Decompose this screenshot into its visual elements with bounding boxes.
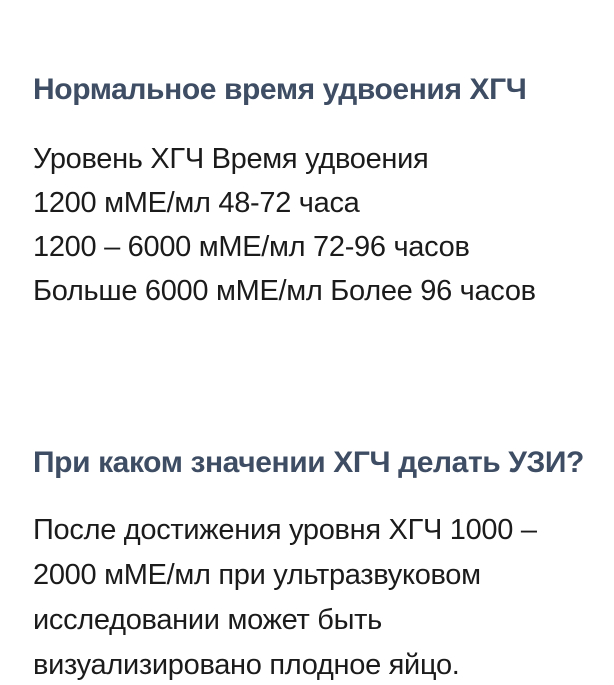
section-heading-hcg-doubling-time: Нормальное время удвоения ХГЧ [33,72,527,106]
section-heading-ultrasound-hcg-value: При каком значении ХГЧ делать УЗИ? [33,445,584,479]
table-header-line: Уровень ХГЧ Время удвоения [33,143,429,175]
ultrasound-paragraph [33,508,537,685]
paragraph-line: После достижения уровня ХГЧ 1000 – [33,514,537,546]
hcg-doubling-table-text [33,137,536,313]
paragraph-line: исследовании может быть [33,604,382,636]
table-row-line: Больше 6000 мМЕ/мл Более 96 часов [33,275,536,307]
table-row-line: 1200 – 6000 мМЕ/мл 72-96 часов [33,231,470,263]
paragraph-line: 2000 мМЕ/мл при ультразвуковом [33,559,481,591]
table-row-line: 1200 мМЕ/мл 48-72 часа [33,187,360,219]
paragraph-line: визуализировано плодное яйцо. [33,649,460,681]
